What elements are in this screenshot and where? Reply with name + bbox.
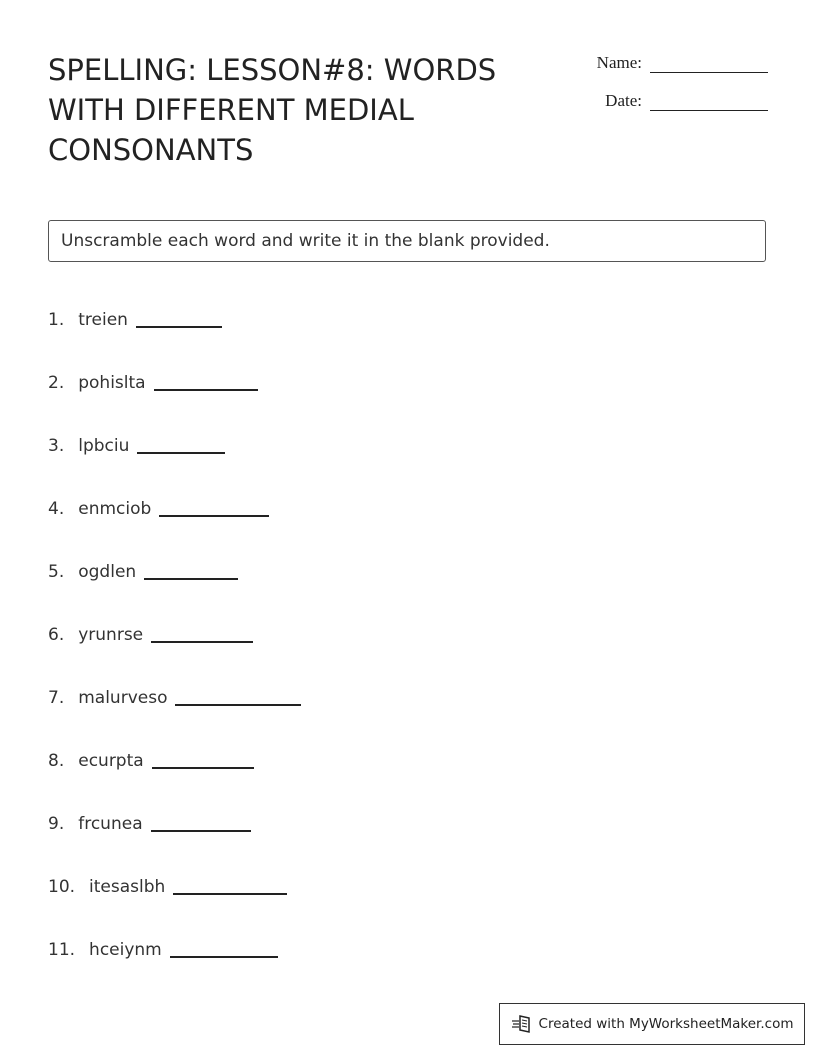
page-title: SPELLING: LESSON#8: WORDS WITH DIFFERENT MEDIAL CONSONANTS — [48, 53, 497, 167]
scrambled-word: ogdlen — [78, 562, 137, 582]
item-number: 5. — [48, 562, 65, 582]
instructions-text: Unscramble each word and write it in the blank provided. — [61, 231, 550, 251]
answer-blank[interactable] — [175, 688, 301, 706]
list-item — [48, 804, 301, 834]
item-number: 2. — [48, 373, 65, 393]
name-blank[interactable] — [650, 54, 768, 73]
list-item — [48, 678, 301, 708]
name-label: Name: — [596, 53, 642, 72]
answer-blank[interactable] — [159, 499, 269, 517]
instructions-box — [48, 220, 766, 262]
answer-blank[interactable] — [152, 751, 254, 769]
word-list — [48, 300, 301, 960]
date-field — [568, 91, 768, 111]
item-number: 8. — [48, 751, 65, 771]
date-label: Date: — [605, 91, 642, 110]
list-item — [48, 552, 301, 582]
list-item — [48, 363, 301, 393]
scrambled-word: malurveso — [78, 688, 168, 708]
scrambled-word: frcunea — [78, 814, 143, 834]
scrambled-word: hceiynm — [89, 940, 162, 960]
scrambled-word: lpbciu — [78, 436, 130, 456]
answer-blank[interactable] — [136, 310, 222, 328]
item-number: 10. — [48, 877, 76, 897]
scrambled-word: itesaslbh — [89, 877, 166, 897]
list-item — [48, 741, 301, 771]
scrambled-word: yrunrse — [78, 625, 144, 645]
list-item — [48, 930, 301, 960]
answer-blank[interactable] — [170, 940, 278, 958]
list-item — [48, 426, 301, 456]
answer-blank[interactable] — [151, 625, 253, 643]
scrambled-word: treien — [78, 310, 128, 330]
scrambled-word: enmciob — [78, 499, 152, 519]
item-number: 11. — [48, 940, 76, 960]
list-item — [48, 867, 301, 897]
answer-blank[interactable] — [173, 877, 287, 895]
name-field — [568, 53, 768, 73]
item-number: 3. — [48, 436, 65, 456]
worksheet-maker-logo-icon — [511, 1013, 533, 1035]
scrambled-word: ecurpta — [78, 751, 144, 771]
date-blank[interactable] — [650, 92, 768, 111]
answer-blank[interactable] — [151, 814, 251, 832]
item-number: 9. — [48, 814, 65, 834]
item-number: 7. — [48, 688, 65, 708]
scrambled-word: pohislta — [78, 373, 146, 393]
list-item — [48, 489, 301, 519]
item-number: 6. — [48, 625, 65, 645]
item-number: 1. — [48, 310, 65, 330]
list-item — [48, 300, 301, 330]
answer-blank[interactable] — [137, 436, 225, 454]
answer-blank[interactable] — [144, 562, 238, 580]
footer-text: Created with MyWorksheetMaker.com — [538, 1016, 794, 1032]
item-number: 4. — [48, 499, 65, 519]
list-item — [48, 615, 301, 645]
answer-blank[interactable] — [154, 373, 258, 391]
footer-credit[interactable] — [499, 1003, 805, 1045]
